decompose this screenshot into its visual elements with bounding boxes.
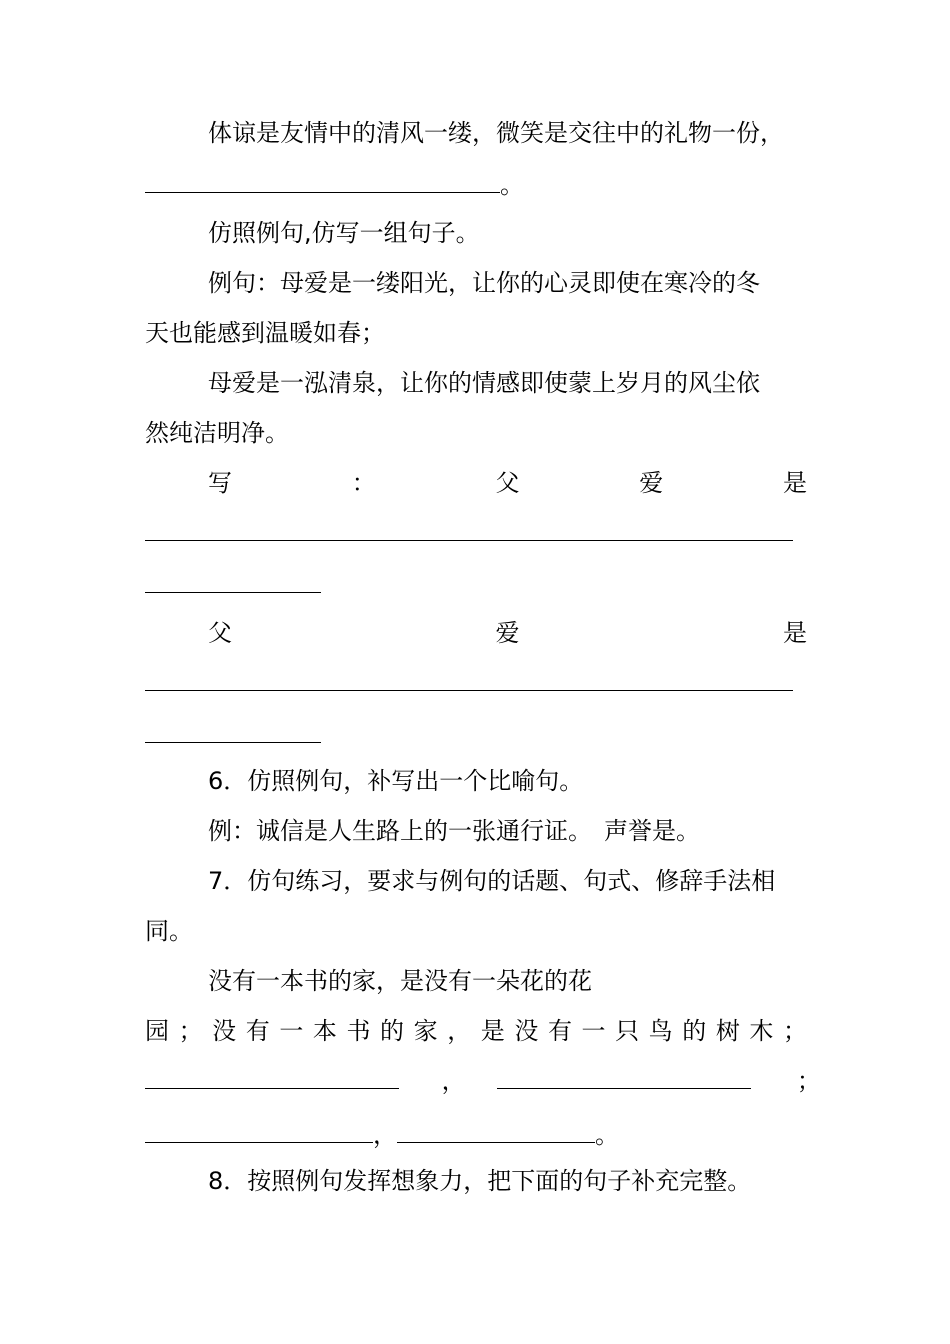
question-7-example-2 [145, 1016, 807, 1046]
comma-mark: ， [441, 1067, 466, 1095]
question-8: 8．按照例句发挥想象力，把下面的句子补充完整。 [208, 1167, 752, 1195]
char: 有 [547, 1017, 572, 1045]
char: 的 [380, 1017, 405, 1045]
fu-char-2: 父 [208, 619, 232, 647]
char: ， [447, 1017, 472, 1045]
char: 没 [514, 1017, 539, 1045]
comma-mark: ， [373, 1121, 397, 1149]
example-line-4: 然纯洁明净。 [145, 419, 289, 447]
example-line-3: 母爱是一泓清泉，让你的情感即使蒙上岁月的风尘依 [208, 369, 760, 397]
answer-line-short-2[interactable] [145, 742, 321, 743]
char: 家 [413, 1017, 438, 1045]
shi-char: 是 [783, 469, 807, 497]
text-line-1: 体谅是友情中的清风一缕，微笑是交往中的礼物一份， [208, 119, 784, 147]
char: 一 [581, 1017, 606, 1045]
answer-line-long[interactable] [145, 540, 793, 541]
question-7-line-2: 同。 [145, 917, 193, 945]
char: 书 [346, 1017, 371, 1045]
char: 一 [279, 1017, 304, 1045]
instruction-line: 仿照例句,仿写一组句子。 [208, 219, 480, 247]
colon-char: ： [351, 469, 376, 497]
char: 树 [715, 1017, 740, 1045]
answer-blank[interactable] [145, 1120, 373, 1143]
answer-blank[interactable] [145, 1066, 399, 1089]
question-7-line-1: 7．仿句练习，要求与例句的话题、句式、修辞手法相 [208, 867, 776, 895]
answer-blank[interactable] [397, 1120, 595, 1143]
question-6: 6．仿照例句，补写出一个比喻句。 [208, 767, 584, 795]
answer-blank[interactable] [145, 170, 500, 193]
write-prompt-line [145, 468, 807, 498]
question-6-example: 例：诚信是人生路上的一张通行证。 声誉是。 [208, 817, 700, 845]
answer-blank[interactable] [497, 1066, 751, 1089]
ai-char: 爱 [639, 469, 664, 497]
question-7-blanks-2 [145, 1120, 807, 1150]
char: 本 [312, 1017, 337, 1045]
write-char: 写 [208, 469, 232, 497]
period-mark: 。 [500, 171, 524, 199]
char: ； [178, 1017, 203, 1045]
fu-char: 父 [495, 469, 520, 497]
question-7-blanks-1 [145, 1066, 821, 1096]
period-mark: 。 [595, 1121, 619, 1149]
char: 鸟 [648, 1017, 673, 1045]
char: 有 [245, 1017, 270, 1045]
text-line-2 [145, 170, 807, 200]
char: 只 [615, 1017, 640, 1045]
char: 是 [480, 1017, 505, 1045]
semicolon-mark: ； [796, 1067, 821, 1095]
char: 园 [145, 1017, 169, 1045]
father-love-line [145, 618, 807, 648]
ai-char-2: 爱 [495, 619, 520, 647]
shi-char-2: 是 [783, 619, 807, 647]
question-7-example-1: 没有一本书的家，是没有一朵花的花 [208, 967, 592, 995]
example-line-1: 例句：母爱是一缕阳光，让你的心灵即使在寒冷的冬 [208, 269, 760, 297]
answer-line-long-2[interactable] [145, 690, 793, 691]
char: 木 [749, 1017, 774, 1045]
char: ； [782, 1017, 807, 1045]
char: 没 [212, 1017, 237, 1045]
example-line-2: 天也能感到温暖如春； [145, 319, 385, 347]
char: 的 [682, 1017, 707, 1045]
answer-line-short[interactable] [145, 592, 321, 593]
